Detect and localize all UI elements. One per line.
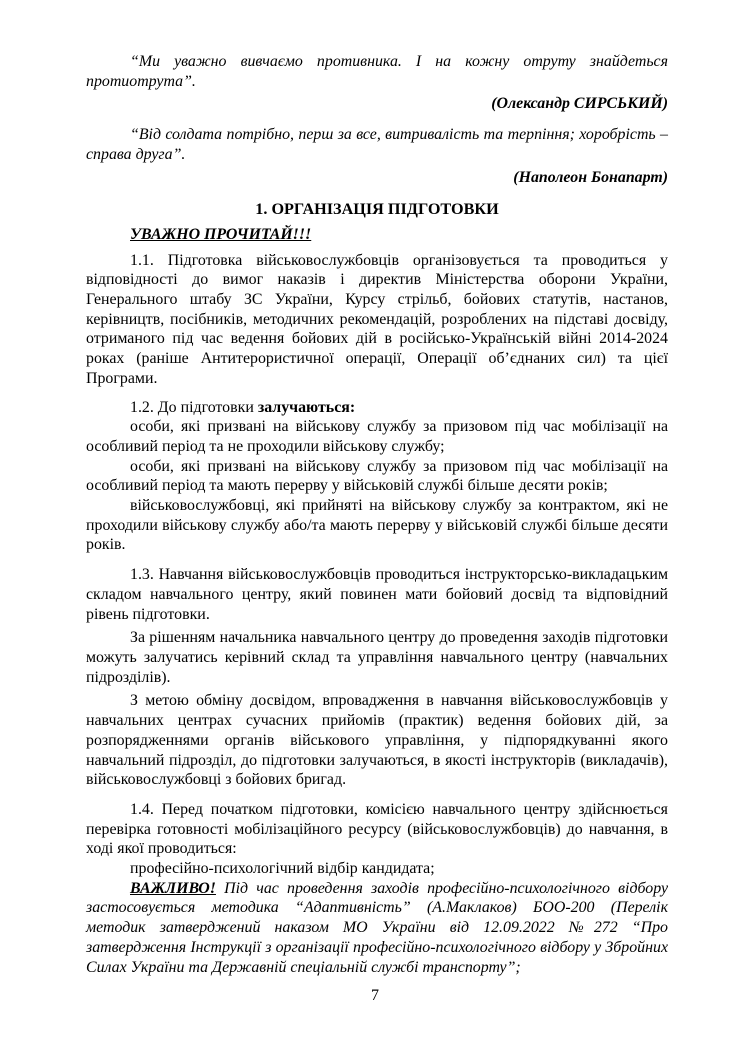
important-text: Під час проведення заходів професійно-психологічного відбору застосовується методика “Адаптивність” (А.Маклаков) БОО-200 (Перелік методик затверджений наказом МО України від 12.09.2022 №272 “Про затвердження Інструкції з організації професійно-психологічного відбору у Збройних Силах України та Державній спеціальній службі транспорту”;	[86, 879, 668, 976]
section-title: 1. ОРГАНІЗАЦІЯ ПІДГОТОВКИ	[255, 200, 499, 219]
paragraph-1-2	[86, 398, 668, 418]
page-number: 7	[371, 987, 379, 1004]
epigraph-author-1: (Олександр СИРСЬКИЙ)	[491, 95, 668, 113]
paragraph-1-4-item: професійно-психологічний відбір кандидата;	[130, 860, 435, 878]
paragraph-1-2-item-3: військовослужбовці, які прийняті на військову службу за контрактом, які не проходили військову службу або/та мають перерву у військовій службі більше десяти років.	[86, 497, 668, 554]
document-page	[86, 52, 668, 977]
paragraph-1-4: 1.4. Перед початком підготовки, комісією навчального центру здійснюється перевірка готовності мобілізаційного ресурсу (військовослужбовців) до навчання, в ході якої проводиться:	[86, 800, 668, 858]
paragraph-1-1: 1.1. Підготовка військовослужбовців організовується та проводиться у відповідності до вимог наказів і директив Міністерства оборони України, Генерального штабу ЗС України, Курсу стрільб, бойових статутів, настанов, керівництв, посібників, методичних рекомендацій, розроблених на підставі досвіду, отриманого під час ведення бойових дій в російсько-Українській війні 2014-2024 роках (раніше Антитерористичної операції, Операції об’єднаних сил) та цієї Програми.	[86, 251, 668, 387]
paragraph-1-2-lead: 1.2. До підготовки	[130, 398, 258, 416]
paragraph-1-3: 1.3. Навчання військовослужбовців проводиться інструкторсько-викладацьким складом навчального центру, який повинен мати бойовий досвід та відповідний рівень підготовки.	[86, 566, 668, 623]
paragraph-1-2-item-1: особи, які призвані на військову службу за призовом під час мобілізації на особливий період та не проходили військову службу;	[86, 418, 668, 455]
important-label: ВАЖЛИВО!	[130, 879, 216, 897]
epigraph-quote-2: “Від солдата потрібно, перш за все, витривалість та терпіння; хоробрість – справа друга”.	[86, 126, 668, 163]
epigraph-author-2: (Наполеон Бонапарт)	[513, 168, 668, 186]
paragraph-1-2-lead-bold: залучаються:	[257, 398, 356, 416]
read-carefully-label: УВАЖНО ПРОЧИТАЙ!!!	[130, 225, 312, 243]
paragraph-1-2-item-2: особи, які призвані на військову службу за призовом під час мобілізації на особливий період та мають перерву у військовій службі більше десяти років;	[86, 457, 668, 495]
paragraph-1-3-cont-1: За рішенням начальника навчального центру до проведення заходів підготовки можуть залучатись керівний склад та управління навчального центру (навчальних підрозділів).	[86, 629, 668, 686]
epigraph-quote-1: “Ми уважно вивчаємо противника. І на кожну отруту знайдеться протиотрута”.	[86, 53, 668, 90]
read-carefully-note	[86, 225, 668, 245]
important-note	[86, 879, 668, 978]
paragraph-1-3-cont-2: З метою обміну досвідом, впровадження в навчання військовослужбовців у навчальних центрах сучасних прийомів (практик) ведення бойових дій, за розпорядженнями органів військового управління, у підпорядкуванні якого навчальний підрозділ, до підготовки залучаються, в якості інструкторів (викладачів), військовослужбовці з бойових бригад.	[86, 692, 668, 789]
